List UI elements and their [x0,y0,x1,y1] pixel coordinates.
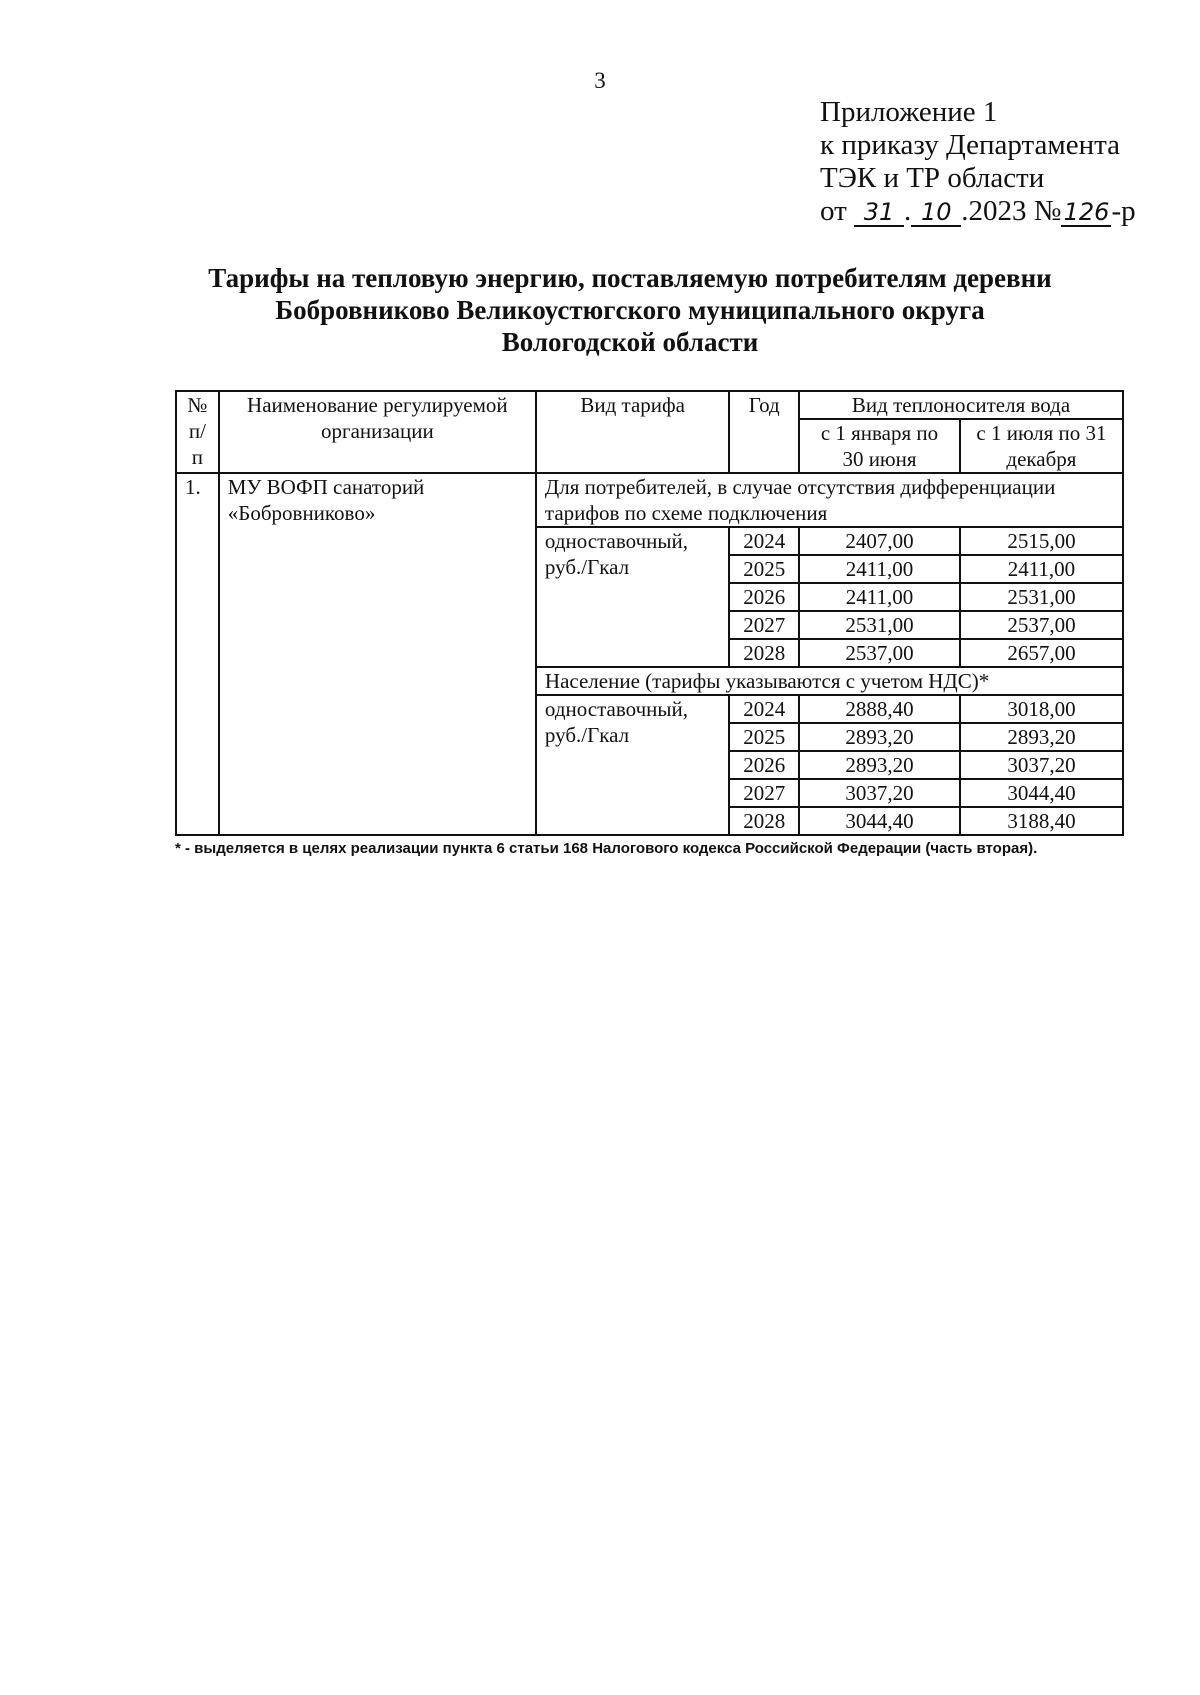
header-carrier: Вид теплоносителя вода [799,391,1123,419]
year-cell: 2027 [729,779,799,807]
handwritten-day: 31 [854,199,904,227]
header-period-1: с 1 января по 30 июня [799,419,960,473]
tariff-kind-1: одноставочный, руб./Гкал [536,527,729,667]
date-year-part: .2023 № [961,195,1062,227]
value-h1: 2411,00 [799,555,960,583]
value-h2: 2515,00 [960,527,1123,555]
value-h2: 2531,00 [960,583,1123,611]
value-h1: 3037,20 [799,779,960,807]
date-prefix: от [820,195,847,227]
group-label-1: Для потребителей, в случае отсутствия дифференциации тарифов по схеме подключения [536,473,1123,527]
handwritten-order-number: 126 [1061,199,1111,227]
value-h2: 3037,20 [960,751,1123,779]
year-cell: 2028 [729,807,799,835]
document-title [150,262,1110,358]
title-line-2: Бобровниково Великоустюгского муниципального округа [275,295,985,325]
value-h2: 2411,00 [960,555,1123,583]
value-h2: 2893,20 [960,723,1123,751]
value-h1: 3044,40 [799,807,960,835]
handwritten-month: 10 [911,199,961,227]
year-cell: 2026 [729,751,799,779]
table-header-row [176,391,1123,419]
year-cell: 2027 [729,611,799,639]
year-cell: 2024 [729,527,799,555]
value-h2: 3188,40 [960,807,1123,835]
annex-department: ТЭК и ТР области [820,162,1045,194]
tariff-table [175,390,1124,836]
value-h2: 2657,00 [960,639,1123,667]
value-h2: 3044,40 [960,779,1123,807]
header-org: Наименование регулируемой организации [219,391,536,473]
date-dot: . [904,195,912,227]
value-h2: 3018,00 [960,695,1123,723]
group-label-2: Население (тарифы указываются с учетом НДС)* [536,667,1123,695]
page-number: 3 [594,68,606,93]
value-h2: 2537,00 [960,611,1123,639]
value-h1: 2893,20 [799,723,960,751]
header-num: № п/п [176,391,219,473]
year-cell: 2025 [729,723,799,751]
value-h1: 2531,00 [799,611,960,639]
title-line-3: Вологодской области [501,327,759,357]
value-h1: 2893,20 [799,751,960,779]
annex-title: Приложение 1 [820,96,998,128]
year-cell: 2028 [729,639,799,667]
annex-order-ref: к приказу Департамента [820,129,1121,161]
title-line-1: Тарифы на тепловую энергию, поставляемую потребителям деревни [208,263,1052,293]
header-period-2: с 1 июля по 31 декабря [960,419,1123,473]
year-cell: 2025 [729,555,799,583]
annex-header [820,96,1136,228]
organization-name: МУ ВОФП санаторий «Бобровниково» [219,473,536,835]
value-h1: 2537,00 [799,639,960,667]
footnote: * - выделяется в целях реализации пункта 6 статьи 168 Налогового кодекса Российской Федерации (часть вторая). [175,840,1038,857]
header-kind: Вид тарифа [536,391,729,473]
value-h1: 2411,00 [799,583,960,611]
order-suffix: -р [1111,195,1136,227]
annex-date-line [820,195,1136,228]
row-number: 1. [176,473,219,835]
year-cell: 2024 [729,695,799,723]
value-h1: 2888,40 [799,695,960,723]
tariff-kind-2: одноставочный, руб./Гкал [536,695,729,835]
year-cell: 2026 [729,583,799,611]
header-year: Год [729,391,799,473]
table-row [176,473,1123,527]
value-h1: 2407,00 [799,527,960,555]
